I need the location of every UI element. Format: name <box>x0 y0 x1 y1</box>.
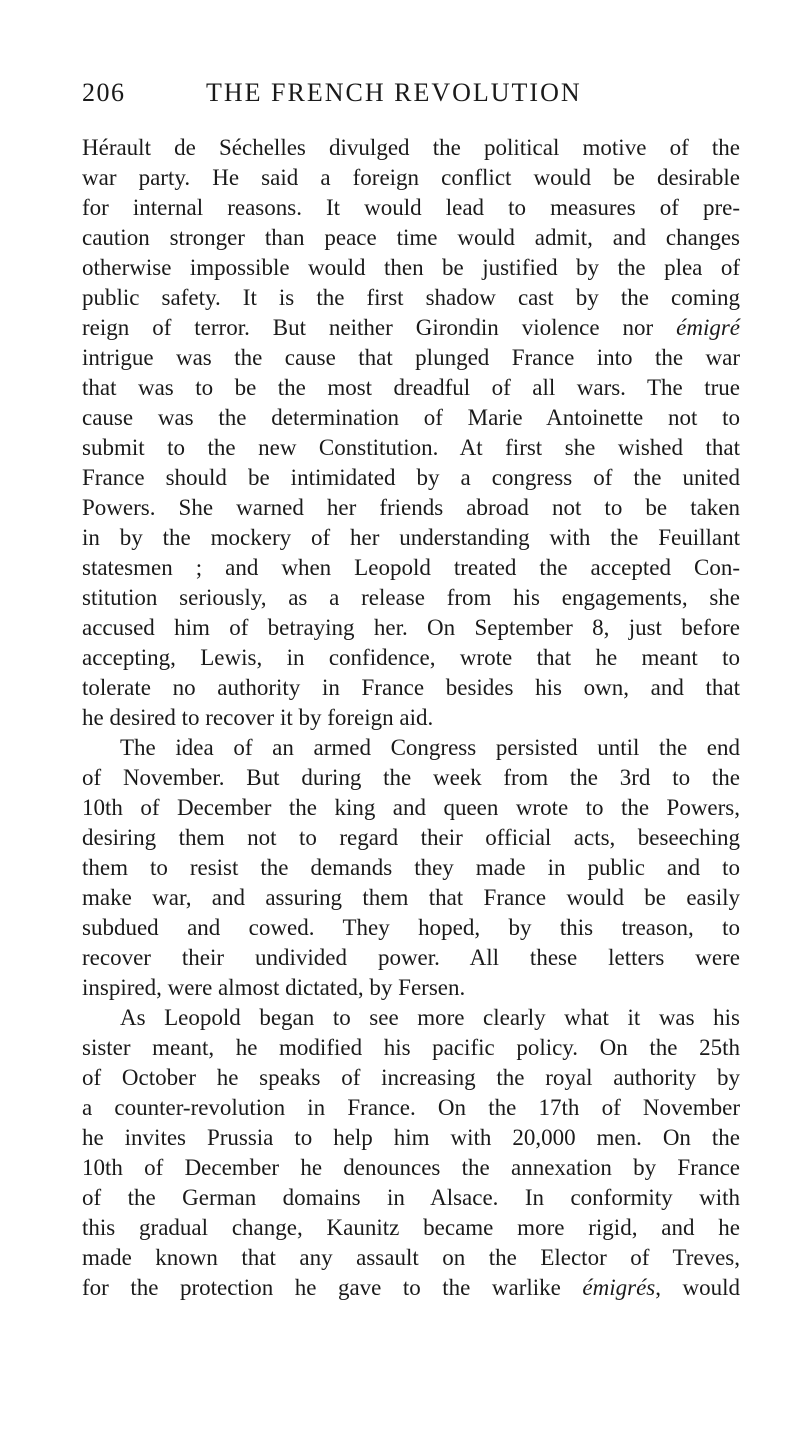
text-line: stitution seriously, as a release from his engagements, she <box>82 585 740 610</box>
text-fragment: for the protection he gave to the warlike <box>82 1275 583 1300</box>
text-fragment: reign of terror. But neither Girondin violence nor <box>82 315 677 340</box>
text-line: them to resist the demands they made in public and to <box>82 855 740 880</box>
text-line: As Leopold began to see more clearly what it was his <box>120 1005 740 1030</box>
italic-word: émigrés <box>582 1275 656 1300</box>
text-line: public safety. It is the first shadow cast by the coming <box>82 285 740 310</box>
text-line: cause was the determination of Marie Antoinette not to <box>82 405 740 430</box>
running-head <box>82 78 742 112</box>
text-line: desiring them not to regard their official acts, beseeching <box>82 825 740 850</box>
running-title: THE FRENCH REVOLUTION <box>206 78 582 107</box>
text-line: he invites Prussia to help him with 20,000 men. On the <box>82 1125 740 1150</box>
text-line: sister meant, he modified his pacific policy. On the 25th <box>82 1035 740 1060</box>
text-line: of the German domains in Alsace. In conformity with <box>82 1185 740 1210</box>
text-line: 10th of December he denounces the annexation by France <box>82 1155 740 1180</box>
page-number: 206 <box>82 78 126 107</box>
body-text <box>82 133 740 1303</box>
text-line: intrigue was the cause that plunged France into the war <box>82 345 740 370</box>
text-line: for internal reasons. It would lead to measures of pre- <box>82 195 740 220</box>
text-line: Powers. She warned her friends abroad not to be taken <box>82 495 740 520</box>
text-line: this gradual change, Kaunitz became more rigid, and he <box>82 1215 740 1240</box>
text-line: caution stronger than peace time would admit, and changes <box>82 225 740 250</box>
text-line: accused him of betraying her. On September 8, just before <box>82 615 740 640</box>
text-fragment: , would <box>655 1275 741 1300</box>
text-line: subdued and cowed. They hoped, by this treason, to <box>82 915 740 940</box>
text-line: 10th of December the king and queen wrote to the Powers, <box>82 795 740 820</box>
text-line: submit to the new Constitution. At first she wished that <box>82 435 740 460</box>
text-line: make war, and assuring them that France would be easily <box>82 885 740 910</box>
text-line: otherwise impossible would then be justified by the plea of <box>82 255 740 280</box>
text-line: of November. But during the week from the 3rd to the <box>82 765 740 790</box>
text-line: France should be intimidated by a congress of the united <box>82 465 740 490</box>
text-line: statesmen ; and when Leopold treated the accepted Con- <box>82 555 740 580</box>
text-line: accepting, Lewis, in confidence, wrote that he meant to <box>82 645 740 670</box>
text-line: of October he speaks of increasing the royal authority by <box>82 1065 740 1090</box>
text-line: war party. He said a foreign conflict would be desirable <box>82 165 740 190</box>
text-line: that was to be the most dreadful of all wars. The true <box>82 375 740 400</box>
text-line: inspired, were almost dictated, by Fersen. <box>82 975 466 1000</box>
text-line: in by the mockery of her understanding with the Feuillant <box>82 525 740 550</box>
italic-word: émigré <box>676 315 740 340</box>
text-line: Hérault de Séchelles divulged the political motive of the <box>82 135 740 160</box>
text-line: a counter-revolution in France. On the 17th of November <box>82 1095 740 1120</box>
text-line <box>82 1273 740 1303</box>
text-line: made known that any assault on the Elector of Treves, <box>82 1245 740 1270</box>
text-line: recover their undivided power. All these letters were <box>82 945 740 970</box>
text-line: tolerate no authority in France besides his own, and that <box>82 675 740 700</box>
text-line: he desired to recover it by foreign aid. <box>82 705 434 730</box>
text-line <box>82 313 740 343</box>
text-line: The idea of an armed Congress persisted until the end <box>120 735 740 760</box>
